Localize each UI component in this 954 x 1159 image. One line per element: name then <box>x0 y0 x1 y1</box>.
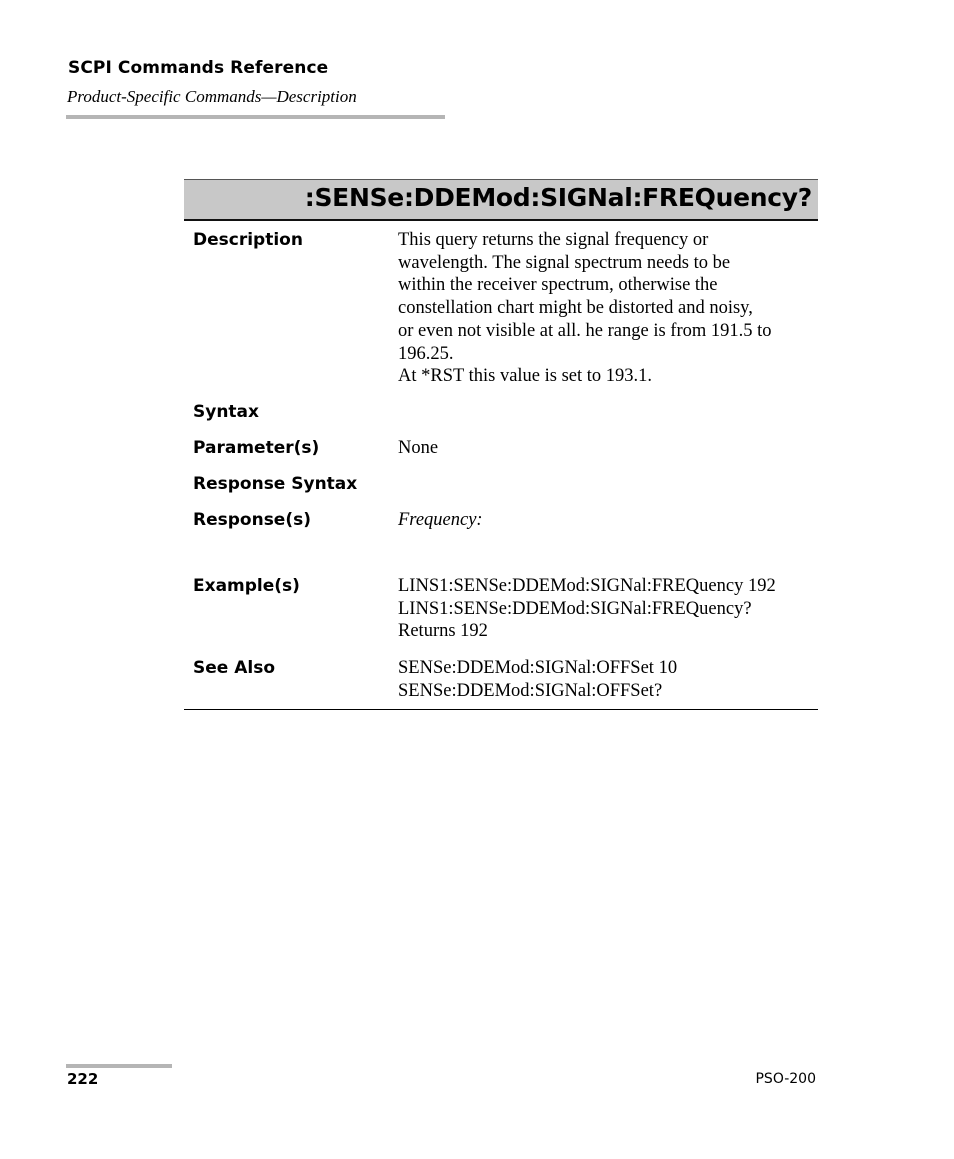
section-subtitle: Product-Specific Commands—Description <box>67 87 357 106</box>
example-line: LINS1:SENSe:DDEMod:SIGNal:FREQuency 192 <box>398 576 776 596</box>
command-title-bar <box>184 179 818 221</box>
see-also-line: SENSe:DDEMod:SIGNal:OFFSet 10 <box>398 658 678 678</box>
description-line: wavelength. The signal spectrum needs to be <box>398 252 731 273</box>
examples-text <box>398 575 813 643</box>
responses-value: Frequency: <box>398 510 483 530</box>
example-line: Returns 192 <box>398 621 488 642</box>
response-syntax-label: Response Syntax <box>193 474 358 494</box>
description-line: 196.25. <box>398 343 454 364</box>
see-also-line: SENSe:DDEMod:SIGNal:OFFSet? <box>398 680 663 701</box>
product-name: PSO-200 <box>755 1071 816 1087</box>
description-label: Description <box>193 230 303 250</box>
description-line: within the receiver spectrum, otherwise the <box>398 275 718 296</box>
header-divider <box>66 115 445 119</box>
description-text <box>398 229 813 388</box>
see-also-label: See Also <box>193 658 276 678</box>
example-line: LINS1:SENSe:DDEMod:SIGNal:FREQuency? <box>398 598 752 619</box>
responses-label: Response(s) <box>193 510 311 530</box>
description-line: This query returns the signal frequency or <box>398 230 709 250</box>
description-line: At *RST this value is set to 193.1. <box>398 366 653 387</box>
command-name: :SENSe:DDEMod:SIGNal:FREQuency? <box>304 183 812 212</box>
parameters-value: None <box>398 438 439 458</box>
footer-divider <box>66 1064 172 1068</box>
section-title: SCPI Commands Reference <box>68 58 329 78</box>
see-also-text <box>398 657 813 702</box>
parameters-label: Parameter(s) <box>193 438 320 458</box>
description-line: or even not visible at all. he range is from 191.5 to <box>398 320 772 341</box>
table-bottom-rule <box>184 709 818 710</box>
syntax-label: Syntax <box>193 402 259 422</box>
description-line: constellation chart might be distorted and noisy, <box>398 298 753 319</box>
page-number: 222 <box>67 1070 99 1088</box>
examples-label: Example(s) <box>193 576 300 596</box>
